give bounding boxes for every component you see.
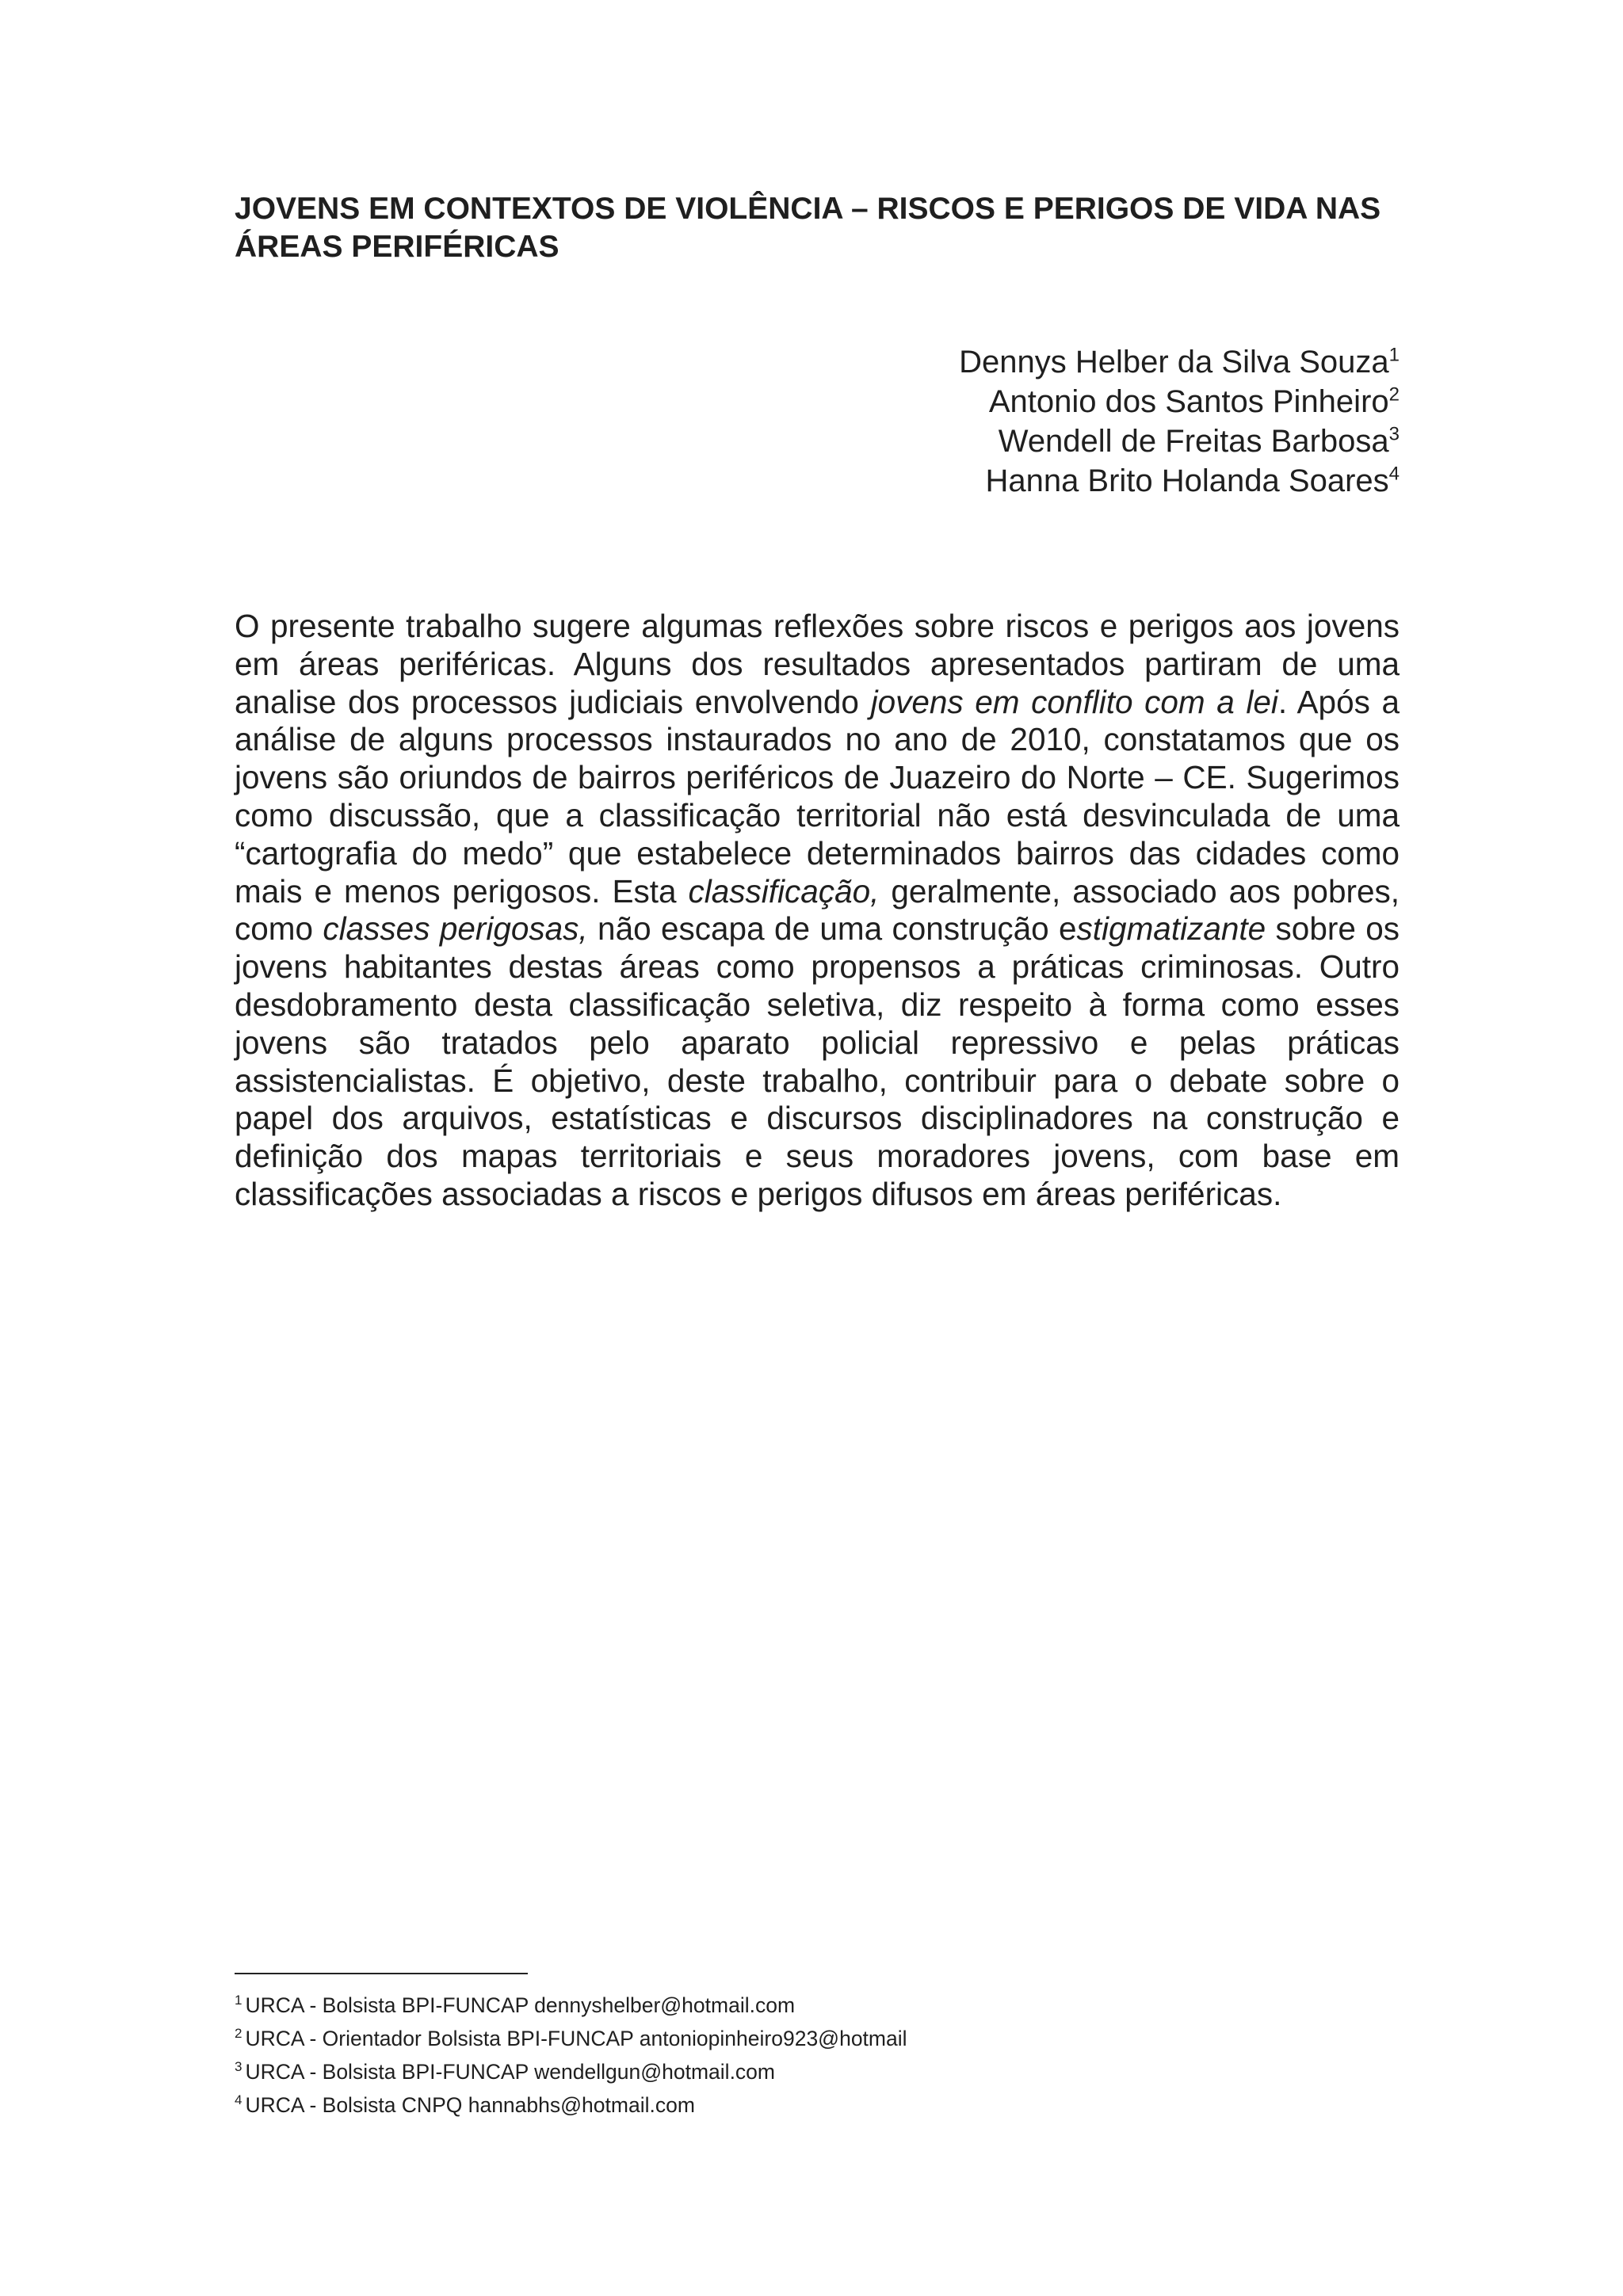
footnote-mark: 3	[1388, 423, 1400, 445]
footnote-mark: 4	[1388, 463, 1400, 485]
footnote-text: URCA - Bolsista BPI-FUNCAP wendellgun@hotmail.com	[245, 2060, 775, 2084]
footnote-2	[235, 2022, 1400, 2055]
abstract-emphasis: stigmatizante	[1076, 910, 1266, 948]
footnote-number: 3	[235, 2059, 242, 2075]
footnote-mark: 2	[1388, 383, 1400, 406]
abstract-text: não escapa de uma construção e	[587, 910, 1077, 948]
document-title: JOVENS EM CONTEXTOS DE VIOLÊNCIA – RISCOS E PERIGOS DE VIDA NAS ÁREAS PERIFÉRICAS	[235, 192, 1381, 264]
footnote-mark: 1	[1388, 344, 1400, 366]
footnote-1	[235, 1989, 1400, 2022]
author-2	[686, 382, 1400, 421]
author-3	[686, 421, 1400, 461]
author-name: Hanna Brito Holanda Soares	[985, 463, 1389, 498]
footnote-number: 4	[235, 2092, 242, 2108]
author-list	[686, 342, 1400, 501]
author-4	[686, 461, 1400, 501]
footnote-text: URCA - Bolsista CNPQ hannabhs@hotmail.com	[245, 2093, 695, 2117]
abstract-text: O presente trabalho sugere algumas reflexões sobre riscos e perigos aos jovens em áreas periféricas. Alguns dos resultados apresentados partiram de uma analise dos processos judiciais envolvendo	[235, 608, 1400, 720]
author-name: Dennys Helber da Silva Souza	[959, 345, 1389, 379]
author-1	[686, 342, 1400, 382]
author-name: Antonio dos Santos Pinheiro	[988, 384, 1389, 419]
footnote-text: URCA - Bolsista BPI-FUNCAP dennyshelber@hotmail.com	[245, 1993, 796, 2017]
abstract-emphasis: classificação,	[688, 872, 880, 910]
footnote-list	[235, 1989, 1400, 2122]
footnote-text: URCA - Orientador Bolsista BPI-FUNCAP antoniopinheiro923@hotmail	[245, 2027, 907, 2050]
abstract-text: sobre os jovens habitantes destas áreas como propensos a práticas criminosas. Outro desdobramento desta classificação seletiva, diz respeito à forma como esses jovens são tratados pelo aparato policial repressivo e pelas práticas assistencialistas. É objetivo, deste trabalho, contribuir para o debate sobre o papel dos arquivos, estatísticas e discursos disciplinadores na construção e definição dos mapas territoriais e seus moradores jovens, com base em classificações associadas a riscos e perigos difusos em áreas periféricas.	[235, 910, 1400, 1212]
footnote-3	[235, 2055, 1400, 2088]
footnote-4	[235, 2088, 1400, 2122]
abstract-text: geralmente, associado aos pobres, como	[235, 872, 1400, 948]
abstract-emphasis: classes perigosas,	[323, 910, 588, 948]
abstract-emphasis: jovens em conflito com a lei	[870, 683, 1278, 720]
footnote-number: 1	[235, 1993, 242, 2008]
footnote-number: 2	[235, 2026, 242, 2042]
abstract-text: . Após a análise de alguns processos instaurados no ano de 2010, constatamos que os jovens são oriundos de bairros periféricos de Juazeiro do Norte – CE. Sugerimos como discussão, que a classificação territorial não está desvinculada de uma “cartografia do medo” que estabelece determinados bairros das cidades como mais e menos perigosos. Esta	[235, 683, 1400, 910]
abstract-paragraph	[235, 608, 1400, 1214]
author-name: Wendell de Freitas Barbosa	[998, 424, 1389, 459]
footnote-separator	[235, 1973, 528, 1974]
